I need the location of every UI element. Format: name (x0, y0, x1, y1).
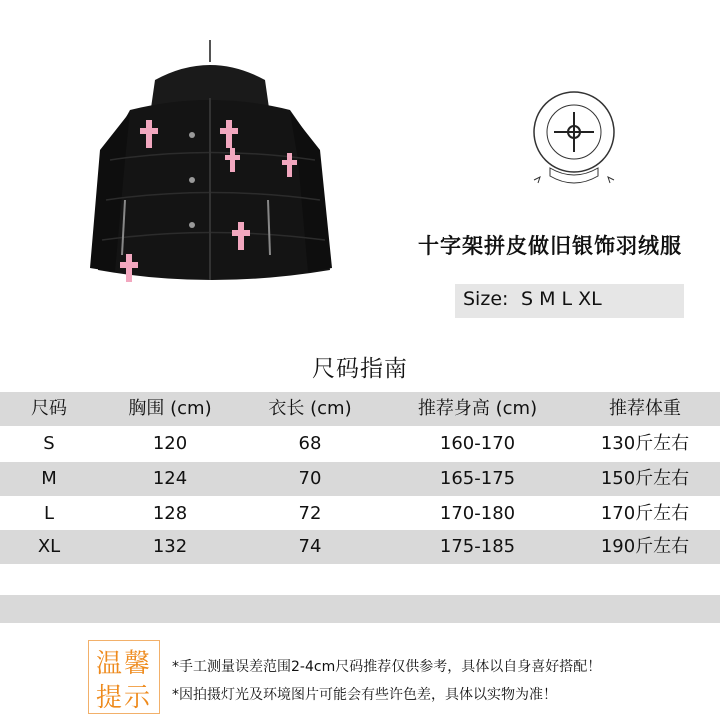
table-row (0, 497, 720, 531)
table-cell: 70 (298, 468, 322, 489)
brand-logo (522, 86, 626, 198)
header-cell: 推荐体重 (609, 398, 681, 419)
table-cell: S (43, 433, 55, 454)
table-row (0, 462, 720, 496)
table-cell: 190斤左右 (600, 536, 690, 557)
size-label: Size: (463, 288, 509, 310)
table-cell: XL (37, 536, 61, 557)
notice-note-2: *因拍摄灯光及环境图片可能会有些许色差，具体以实物为准！ (172, 687, 557, 703)
table-cell: 120 (152, 433, 188, 454)
table-cell: 128 (152, 503, 188, 524)
table-cell: 170斤左右 (600, 503, 690, 524)
table-cell: M (41, 468, 57, 489)
table-cell: 132 (152, 536, 188, 557)
table-cell: 68 (298, 433, 322, 454)
table-row (0, 530, 720, 564)
divider-band (0, 595, 720, 623)
notice-note-1: *手工测量误差范围2-4cm尺码推荐仅供参考，具体以自身喜好搭配！ (172, 659, 602, 675)
table-cell: 150斤左右 (600, 468, 690, 489)
size-chart-title: 尺码指南 (312, 356, 408, 382)
table-cell: 130斤左右 (600, 433, 690, 454)
table-cell: 165-175 (439, 468, 516, 489)
size-summary (455, 284, 684, 318)
table-cell: 124 (152, 468, 188, 489)
notice-badge (88, 640, 160, 714)
header-cell: 胸围 (cm) (128, 398, 212, 419)
notice-label-line1: 温馨 (95, 649, 152, 679)
table-cell: 175-185 (439, 536, 516, 557)
size-chart-header-row (0, 392, 720, 426)
notice-label-line2: 提示 (95, 683, 152, 713)
header-cell: 衣长 (cm) (268, 398, 352, 419)
table-cell: 72 (298, 503, 322, 524)
table-cell: 74 (298, 536, 322, 557)
size-values: S M L XL (521, 288, 602, 310)
header-cell: 推荐身高 (cm) (417, 398, 538, 419)
table-row (0, 427, 720, 461)
product-photo-jacket (60, 40, 360, 330)
table-cell: 170-180 (439, 503, 516, 524)
product-name: 十字架拼皮做旧银饰羽绒服 (418, 234, 682, 258)
header-cell: 尺码 (31, 398, 67, 419)
table-cell: 160-170 (439, 433, 516, 454)
table-cell: L (43, 503, 55, 524)
